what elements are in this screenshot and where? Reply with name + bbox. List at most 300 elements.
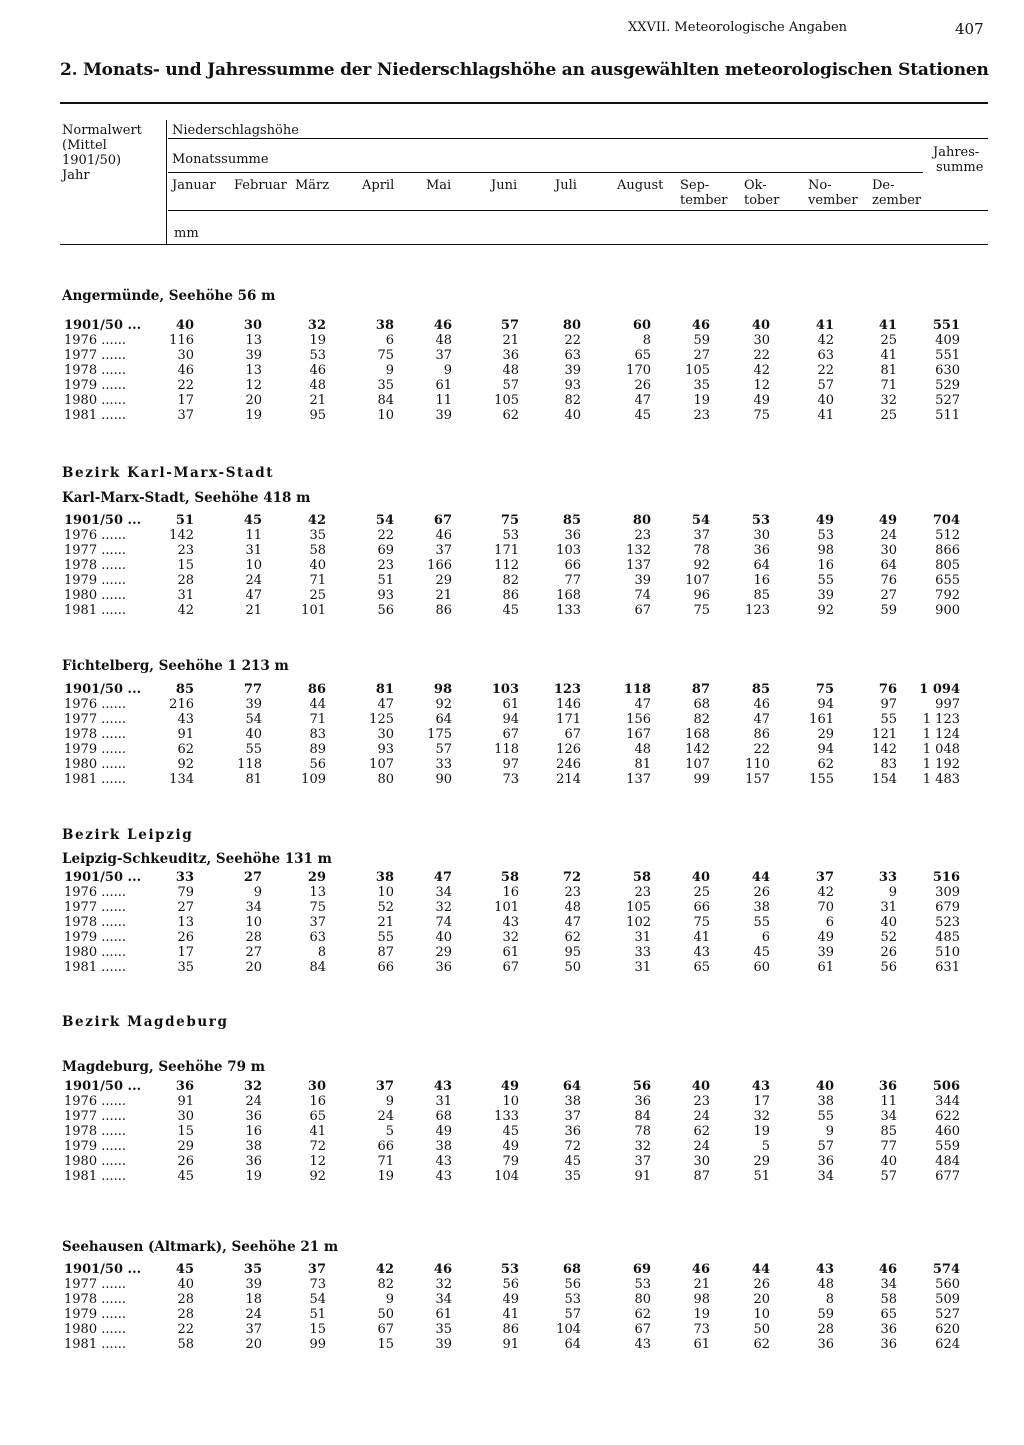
month-value-cell: 45 [175,1262,194,1277]
year-cell: 1979 ...... [64,930,127,945]
month-value-cell: 54 [375,513,394,528]
month-value-cell: 95 [564,945,581,960]
month-value-cell: 86 [307,682,326,697]
month-value-cell: 56 [309,757,326,772]
month-header-line: Januar [172,178,216,193]
month-value-cell: 118 [494,742,519,757]
month-value-cell: 87 [691,682,710,697]
month-value-cell: 19 [693,393,710,408]
month-value-cell: 71 [377,1154,394,1169]
month-value-cell: 65 [634,348,651,363]
month-value-cell: 103 [556,543,581,558]
month-value-cell: 64 [880,558,897,573]
month-value-cell: 25 [880,333,897,348]
month-value-cell: 18 [245,1292,262,1307]
year-cell: 1978 ...... [64,558,127,573]
annual-total-cell: 792 [935,588,960,603]
month-value-cell: 12 [309,1154,326,1169]
month-value-cell: 137 [626,772,651,787]
month-value-cell: 79 [177,885,194,900]
month-value-cell: 214 [556,772,581,787]
month-header-line: August [617,178,664,193]
month-value-cell: 38 [375,318,394,333]
annual-total-cell: 630 [935,363,960,378]
header-vertical-rule [166,120,167,245]
month-value-cell: 47 [634,697,651,712]
month-value-cell: 36 [817,1154,834,1169]
month-value-cell: 73 [309,1277,326,1292]
month-value-cell: 26 [753,1277,770,1292]
page-number: 407 [955,20,984,38]
month-value-cell: 49 [753,393,770,408]
month-value-cell: 93 [564,378,581,393]
month-value-cell: 54 [691,513,710,528]
month-value-cell: 43 [502,915,519,930]
table-row [0,1277,1024,1292]
table-row [0,712,1024,727]
station-name: Seehausen (Altmark), Seehöhe 21 m [62,1239,339,1255]
month-value-cell: 142 [872,742,897,757]
unit-label: mm [174,226,199,241]
month-value-cell: 47 [433,870,452,885]
table-row [0,543,1024,558]
month-value-cell: 22 [564,333,581,348]
annual-total-cell: 460 [935,1124,960,1139]
month-value-cell: 37 [309,915,326,930]
month-value-cell: 63 [817,348,834,363]
month-value-cell: 95 [309,408,326,423]
year-cell: 1979 ...... [64,573,127,588]
month-value-cell: 75 [500,513,519,528]
month-value-cell: 35 [243,1262,262,1277]
month-header [426,178,451,193]
month-value-cell: 166 [427,558,452,573]
month-value-cell: 35 [435,1322,452,1337]
month-value-cell: 19 [245,1169,262,1184]
month-value-cell: 50 [377,1307,394,1322]
month-value-cell: 134 [169,772,194,787]
year-cell: 1976 ...... [64,697,127,712]
month-value-cell: 38 [817,1094,834,1109]
month-value-cell: 43 [693,945,710,960]
month-header [555,178,577,193]
month-value-cell: 40 [564,408,581,423]
month-value-cell: 40 [435,930,452,945]
month-value-cell: 46 [435,528,452,543]
month-value-cell: 43 [751,1079,770,1094]
month-value-cell: 75 [693,603,710,618]
month-value-cell: 40 [880,1154,897,1169]
month-value-cell: 107 [369,757,394,772]
year-cell: 1980 ...... [64,945,127,960]
month-value-cell: 49 [815,513,834,528]
month-value-cell: 35 [377,378,394,393]
month-value-cell: 48 [309,378,326,393]
month-value-cell: 16 [245,1124,262,1139]
title-rule [60,102,988,104]
month-header-line: Juli [555,178,577,193]
month-value-cell: 97 [502,757,519,772]
month-value-cell: 45 [502,1124,519,1139]
table-row [0,697,1024,712]
month-value-cell: 42 [307,513,326,528]
month-value-cell: 40 [691,1079,710,1094]
month-header-line: April [362,178,395,193]
month-value-cell: 126 [556,742,581,757]
month-value-cell: 142 [169,528,194,543]
month-value-cell: 93 [377,588,394,603]
month-value-cell: 157 [745,772,770,787]
month-value-cell: 132 [626,543,651,558]
year-cell: 1976 ...... [64,1094,127,1109]
month-value-cell: 56 [564,1277,581,1292]
month-value-cell: 60 [753,960,770,975]
month-value-cell: 59 [693,333,710,348]
month-value-cell: 37 [307,1262,326,1277]
month-value-cell: 40 [309,558,326,573]
year-cell: 1901/50 ... [64,318,142,333]
month-value-cell: 19 [753,1124,770,1139]
month-value-cell: 79 [502,1154,519,1169]
month-value-cell: 57 [500,318,519,333]
month-value-cell: 87 [693,1169,710,1184]
table-row [0,363,1024,378]
year-cell: 1978 ...... [64,727,127,742]
month-value-cell: 80 [377,772,394,787]
month-value-cell: 24 [245,1307,262,1322]
month-value-cell: 52 [880,930,897,945]
month-value-cell: 22 [177,378,194,393]
month-value-cell: 46 [433,1262,452,1277]
month-value-cell: 64 [564,1337,581,1352]
month-value-cell: 91 [502,1337,519,1352]
month-value-cell: 61 [817,960,834,975]
month-value-cell: 85 [562,513,581,528]
month-header [295,178,329,193]
month-value-cell: 31 [634,960,651,975]
month-value-cell: 57 [817,1139,834,1154]
bezirk-heading: Bezirk Leipzig [62,827,194,843]
month-value-cell: 71 [309,573,326,588]
month-value-cell: 13 [245,333,262,348]
month-value-cell: 25 [880,408,897,423]
month-value-cell: 16 [502,885,519,900]
month-value-cell: 81 [880,363,897,378]
annual-total-cell: 631 [935,960,960,975]
month-value-cell: 8 [642,333,651,348]
year-cell: 1980 ...... [64,588,127,603]
month-value-cell: 56 [880,960,897,975]
month-value-cell: 47 [245,588,262,603]
month-value-cell: 24 [377,1109,394,1124]
month-value-cell: 38 [375,870,394,885]
month-value-cell: 23 [693,1094,710,1109]
month-value-cell: 13 [309,885,326,900]
month-value-cell: 48 [817,1277,834,1292]
month-value-cell: 13 [245,363,262,378]
annual-total-cell: 409 [935,333,960,348]
table-row [0,513,1024,528]
month-value-cell: 99 [309,1337,326,1352]
month-value-cell: 71 [309,712,326,727]
month-value-cell: 86 [435,603,452,618]
month-value-cell: 53 [751,513,770,528]
month-value-cell: 170 [626,363,651,378]
month-value-cell: 49 [817,930,834,945]
month-value-cell: 58 [500,870,519,885]
month-value-cell: 53 [309,348,326,363]
month-value-cell: 110 [745,757,770,772]
month-value-cell: 37 [564,1109,581,1124]
month-value-cell: 73 [502,772,519,787]
monthly-label: Monatssumme [172,152,269,167]
month-value-cell: 101 [301,603,326,618]
month-value-cell: 84 [634,1109,651,1124]
month-value-cell: 15 [177,1124,194,1139]
month-value-cell: 45 [564,1154,581,1169]
month-value-cell: 32 [243,1079,262,1094]
month-value-cell: 6 [761,930,770,945]
annual-total-cell: 527 [935,1307,960,1322]
month-value-cell: 58 [880,1292,897,1307]
month-value-cell: 109 [301,772,326,787]
month-value-cell: 142 [685,742,710,757]
month-value-cell: 41 [878,318,897,333]
month-value-cell: 83 [880,757,897,772]
month-value-cell: 54 [309,1292,326,1307]
month-value-cell: 91 [177,1094,194,1109]
month-value-cell: 42 [817,333,834,348]
month-value-cell: 40 [817,393,834,408]
month-value-cell: 77 [243,682,262,697]
month-value-cell: 37 [435,348,452,363]
month-value-cell: 10 [753,1307,770,1322]
month-value-cell: 36 [880,1322,897,1337]
month-value-cell: 36 [634,1094,651,1109]
month-value-cell: 16 [309,1094,326,1109]
month-header [491,178,517,193]
month-header-line: De- [872,178,895,193]
annual-total-cell: 1 094 [919,682,960,697]
month-value-cell: 29 [817,727,834,742]
month-value-cell: 43 [433,1079,452,1094]
month-value-cell: 10 [502,1094,519,1109]
month-value-cell: 103 [491,682,519,697]
month-value-cell: 46 [878,1262,897,1277]
month-header [362,178,394,193]
month-value-cell: 61 [435,378,452,393]
month-value-cell: 72 [562,870,581,885]
month-value-cell: 39 [245,1277,262,1292]
month-value-cell: 85 [753,588,770,603]
month-value-cell: 46 [691,318,710,333]
month-value-cell: 40 [175,318,194,333]
month-value-cell: 32 [634,1139,651,1154]
month-value-cell: 15 [309,1322,326,1337]
month-value-cell: 101 [494,900,519,915]
month-value-cell: 55 [245,742,262,757]
month-value-cell: 98 [817,543,834,558]
year-cell: 1901/50 ... [64,513,142,528]
month-value-cell: 33 [175,870,194,885]
station-name: Angermünde, Seehöhe 56 m [62,288,276,304]
month-value-cell: 36 [878,1079,897,1094]
month-value-cell: 17 [177,393,194,408]
month-value-cell: 61 [693,1337,710,1352]
table-row [0,945,1024,960]
year-cell: 1981 ...... [64,603,127,618]
month-value-cell: 62 [753,1337,770,1352]
annual-total-cell: 523 [935,915,960,930]
month-value-cell: 32 [753,1109,770,1124]
year-cell: 1979 ...... [64,1139,127,1154]
month-value-cell: 28 [177,1307,194,1322]
month-value-cell: 43 [634,1337,651,1352]
month-value-cell: 48 [564,900,581,915]
annual-total-cell: 997 [935,697,960,712]
month-value-cell: 33 [878,870,897,885]
month-value-cell: 39 [435,1337,452,1352]
month-value-cell: 76 [880,573,897,588]
annual-total-cell: 560 [935,1277,960,1292]
month-value-cell: 82 [693,712,710,727]
month-value-cell: 58 [309,543,326,558]
month-value-cell: 30 [377,727,394,742]
month-value-cell: 67 [377,1322,394,1337]
month-value-cell: 45 [177,1169,194,1184]
month-value-cell: 28 [817,1322,834,1337]
month-value-cell: 54 [245,712,262,727]
table-row [0,1124,1024,1139]
month-value-cell: 94 [817,742,834,757]
group-rule [168,138,988,139]
month-value-cell: 62 [502,408,519,423]
month-value-cell: 86 [753,727,770,742]
month-value-cell: 246 [556,757,581,772]
table-row [0,900,1024,915]
month-value-cell: 76 [878,682,897,697]
month-value-cell: 133 [494,1109,519,1124]
month-value-cell: 36 [245,1109,262,1124]
month-value-cell: 68 [562,1262,581,1277]
month-value-cell: 68 [693,697,710,712]
month-value-cell: 8 [317,945,326,960]
annual-total-cell: 1 483 [922,772,960,787]
month-value-cell: 46 [433,318,452,333]
month-value-cell: 41 [817,408,834,423]
month-value-cell: 12 [753,378,770,393]
month-value-cell: 30 [880,543,897,558]
year-column-label-4: Jahr [62,168,90,183]
month-value-cell: 28 [177,573,194,588]
month-value-cell: 168 [556,588,581,603]
month-value-cell: 90 [435,772,452,787]
month-value-cell: 44 [751,870,770,885]
year-cell: 1977 ...... [64,348,127,363]
month-value-cell: 78 [634,1124,651,1139]
month-value-cell: 38 [435,1139,452,1154]
annual-total-cell: 551 [932,318,960,333]
month-value-cell: 23 [177,543,194,558]
annual-label-1: Jahres- [933,145,980,160]
month-value-cell: 57 [880,1169,897,1184]
month-header [172,178,216,193]
month-value-cell: 123 [553,682,581,697]
bezirk-heading: Bezirk Magdeburg [62,1014,229,1030]
table-row [0,573,1024,588]
year-cell: 1901/50 ... [64,1079,142,1094]
month-value-cell: 37 [245,1322,262,1337]
month-value-cell: 38 [753,900,770,915]
month-value-cell: 52 [377,900,394,915]
month-value-cell: 17 [177,945,194,960]
month-value-cell: 82 [564,393,581,408]
month-value-cell: 24 [880,528,897,543]
month-value-cell: 55 [817,1109,834,1124]
table-row [0,682,1024,697]
month-value-cell: 69 [377,543,394,558]
table-row [0,727,1024,742]
month-value-cell: 48 [634,742,651,757]
table-row [0,960,1024,975]
table-row [0,1337,1024,1352]
month-value-cell: 146 [556,697,581,712]
year-cell: 1981 ...... [64,1337,127,1352]
month-value-cell: 92 [435,697,452,712]
month-value-cell: 57 [435,742,452,757]
month-value-cell: 33 [435,757,452,772]
year-cell: 1977 ...... [64,712,127,727]
month-header-line: No- [808,178,832,193]
year-cell: 1976 ...... [64,333,127,348]
month-value-cell: 24 [245,1094,262,1109]
month-value-cell: 20 [245,393,262,408]
month-value-cell: 65 [693,960,710,975]
month-value-cell: 19 [693,1307,710,1322]
month-value-cell: 24 [693,1109,710,1124]
month-value-cell: 43 [177,712,194,727]
month-value-cell: 92 [177,757,194,772]
month-value-cell: 107 [685,573,710,588]
annual-total-cell: 805 [935,558,960,573]
month-value-cell: 33 [634,945,651,960]
month-value-cell: 87 [377,945,394,960]
month-value-cell: 38 [245,1139,262,1154]
annual-total-cell: 527 [935,393,960,408]
month-value-cell: 53 [817,528,834,543]
year-column-label-1: Normalwert [62,123,142,138]
station-name: Karl-Marx-Stadt, Seehöhe 418 m [62,490,311,506]
month-value-cell: 32 [435,1277,452,1292]
month-value-cell: 42 [375,1262,394,1277]
month-value-cell: 36 [753,543,770,558]
month-value-cell: 37 [375,1079,394,1094]
month-value-cell: 70 [817,900,834,915]
month-value-cell: 30 [243,318,262,333]
month-value-cell: 30 [177,348,194,363]
month-value-cell: 96 [693,588,710,603]
month-value-cell: 34 [435,1292,452,1307]
month-value-cell: 49 [502,1292,519,1307]
month-value-cell: 49 [435,1124,452,1139]
table-row [0,603,1024,618]
month-value-cell: 23 [693,408,710,423]
month-value-cell: 9 [385,1292,394,1307]
month-value-cell: 61 [435,1307,452,1322]
year-cell: 1977 ...... [64,900,127,915]
month-value-cell: 55 [377,930,394,945]
month-header [680,178,727,208]
